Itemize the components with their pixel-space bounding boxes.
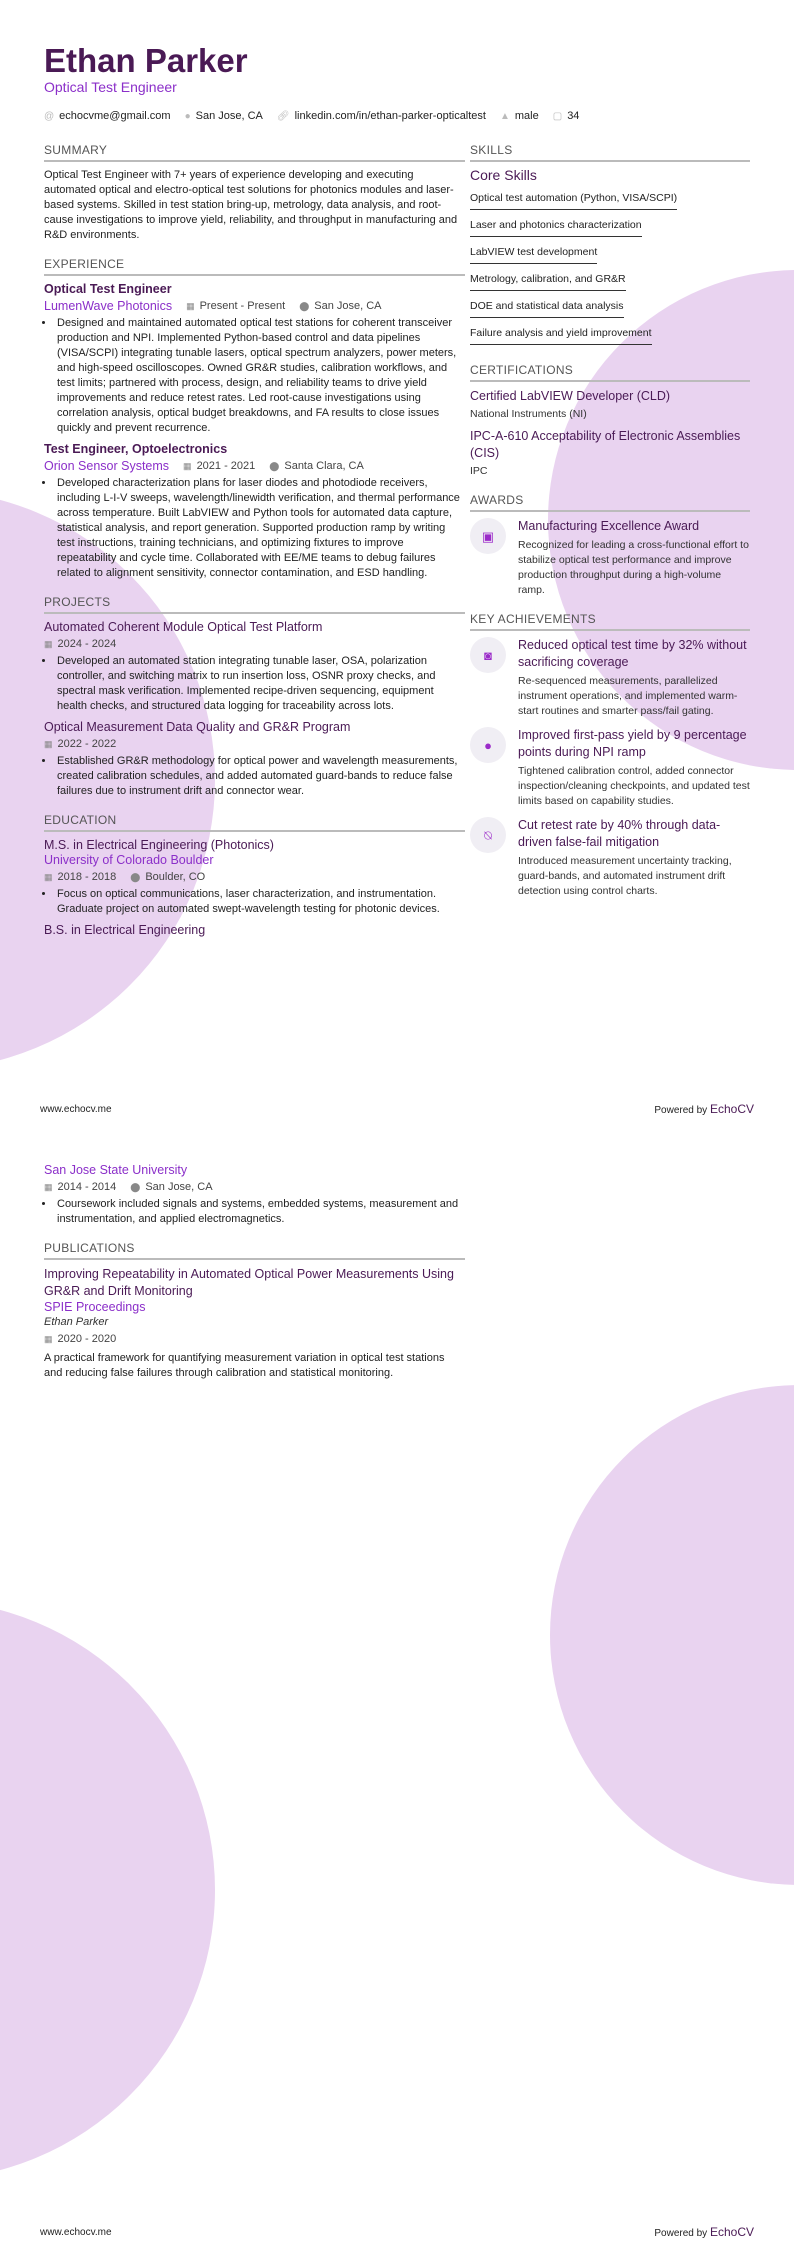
calendar-icon: ▢ <box>552 111 563 122</box>
publication-dates: 2020 - 2020 <box>57 1333 117 1345</box>
section-heading: PUBLICATIONS <box>44 1241 465 1260</box>
education-section <box>44 813 465 938</box>
publication-title: Improving Repeatability in Automated Optical Power Measurements Using GR&R and Drift Monitoring <box>44 1267 454 1298</box>
right-column <box>470 143 750 913</box>
skills-section <box>470 143 750 349</box>
education-bullet: • Coursework included signals and systems, embedded systems, measurement and instrumentation, and applied electromagnetics. <box>55 1197 465 1227</box>
achievement-description: Tightened calibration control, added connector inspection/cleaning checkpoints, and updated test limits based on capability studies. <box>518 765 750 807</box>
company-name: Orion Sensor Systems <box>44 459 170 473</box>
section-heading: EXPERIENCE <box>44 257 465 276</box>
powered-by: Powered by EchoCV <box>654 2225 754 2239</box>
calendar-icon: ▦ <box>186 301 195 311</box>
education-bullet: • Focus on optical communications, laser characterization, and instrumentation. Graduate project on automated swept-wavelength testing for photonic devices. <box>55 887 465 917</box>
publication-authors: Ethan Parker <box>44 1316 109 1328</box>
achievement-title: Reduced optical test time by 32% without sacrificing coverage <box>518 638 747 669</box>
location-pin-icon: ⬤ <box>269 461 280 471</box>
section-heading: SUMMARY <box>44 143 465 162</box>
at-icon: @ <box>44 111 55 122</box>
chat-bubble-icon: ● <box>470 727 506 763</box>
job-dates: 2021 - 2021 <box>196 460 256 472</box>
job-dates: Present - Present <box>199 300 286 312</box>
project-item <box>44 620 465 714</box>
degree: M.S. in Electrical Engineering (Photonics) <box>44 838 274 852</box>
project-bullet: • Developed an automated station integrating tunable laser, OSA, polarization controller, and switching matrix to run insertion loss, OSNR proxy checks, and spectral mask verification. Implemented recipe-driven sequencing, equipment health checks, and structured data logging for traceability across lots. <box>55 654 465 714</box>
contact-email[interactable]: @ echocvme@gmail.com <box>44 110 171 122</box>
calendar-icon: ▦ <box>44 739 53 749</box>
section-heading: SKILLS <box>470 143 750 162</box>
publication-venue: SPIE Proceedings <box>44 1300 146 1314</box>
job-title: Test Engineer, Optoelectronics <box>44 442 228 456</box>
project-dates: 2022 - 2022 <box>57 738 117 750</box>
contact-bar <box>44 109 579 124</box>
project-title: Automated Coherent Module Optical Test Platform <box>44 620 323 634</box>
achievement-description: Introduced measurement uncertainty tracking, guard-bands, and automated instrument drift detection using control charts. <box>518 855 732 897</box>
achievement-item <box>470 727 750 809</box>
contact-gender: ▲ male <box>499 110 539 122</box>
skill-item: DOE and statistical data analysis <box>470 295 624 318</box>
section-heading: PROJECTS <box>44 595 465 614</box>
skill-group-title: Core Skills <box>470 167 537 183</box>
certifications-section <box>470 363 750 479</box>
education-item <box>44 838 465 917</box>
brand-logo: EchoCV <box>709 1102 754 1116</box>
certification-name: Certified LabVIEW Developer (CLD) <box>470 389 671 403</box>
project-title: Optical Measurement Data Quality and GR&R Program <box>44 720 351 734</box>
job-location: San Jose, CA <box>314 300 382 312</box>
achievement-description: Re-sequenced measurements, parallelized instrument operations, and implemented warm-start routines and smarter pass/fail gating. <box>518 675 738 717</box>
certification-name: IPC-A-610 Acceptability of Electronic Assemblies (CIS) <box>470 429 741 460</box>
calendar-icon: ▦ <box>44 639 53 649</box>
projects-section <box>44 595 465 799</box>
award-description: Recognized for leading a cross-functional effort to stabilize optical test performance and improve production throughput during a high-volume ramp. <box>518 539 749 596</box>
skill-item: Laser and photonics characterization <box>470 214 642 237</box>
archive-icon: ▣ <box>470 518 506 554</box>
contact-linkedin[interactable]: 🔗︎ linkedin.com/in/ethan-parker-opticaltest <box>276 110 486 122</box>
achievement-item <box>470 637 750 719</box>
page-footer <box>40 2225 754 2241</box>
section-heading: KEY ACHIEVEMENTS <box>470 612 750 631</box>
degree: B.S. in Electrical Engineering <box>44 923 206 937</box>
project-bullet: • Established GR&R methodology for optical power and wavelength measurements, created calibration schedules, and added automated guard-bands to reduce false failures due to instrument drift and connector wear. <box>55 754 465 799</box>
achievement-title: Cut retest rate by 40% through data-driven false-fail mitigation <box>518 818 721 849</box>
certification-issuer: National Instruments (NI) <box>470 408 587 420</box>
calendar-icon: ▦ <box>44 1334 53 1344</box>
brand-logo: EchoCV <box>709 2225 754 2239</box>
job-bullet: • Designed and maintained automated optical test stations for coherent transceiver production and NPI. Implemented Python-based control and data pipelines (VISA/SCPI) integrating tunable lasers, optical spectrum analyzers, power meters, and high-speed oscilloscopes. Owned GR&R studies, calibration workflows, and test limits; partnered with process, design, and reliability teams to drive yield improvements and reduce retest rates. Led root-cause investigations using correlation analysis, optical budget breakdowns, and FA results to close issues quickly and prevent recurrence. <box>55 316 465 436</box>
section-heading: AWARDS <box>470 493 750 512</box>
publications-section <box>44 1241 465 1381</box>
left-column-continued <box>44 1163 465 1395</box>
skill-item: LabVIEW test development <box>470 241 597 264</box>
person-icon: ▲ <box>499 111 510 122</box>
education-dates: 2018 - 2018 <box>57 871 117 883</box>
school-name: University of Colorado Boulder <box>44 853 214 867</box>
candidate-name: Ethan Parker <box>44 42 248 79</box>
powered-by: Powered by EchoCV <box>654 1102 754 1116</box>
award-item <box>470 518 750 598</box>
education-location: Boulder, CO <box>145 871 206 883</box>
location-pin-icon: ⬤ <box>130 872 141 882</box>
education-item-continued <box>44 1163 465 1227</box>
resume-page-2 <box>0 1123 794 2246</box>
award-title: Manufacturing Excellence Award <box>518 519 700 533</box>
page-footer <box>40 1102 754 1118</box>
section-heading: EDUCATION <box>44 813 465 832</box>
calendar-icon: ▦ <box>44 872 53 882</box>
education-dates: 2014 - 2014 <box>57 1181 117 1193</box>
job-bullet: • Developed characterization plans for laser diodes and photodiode receivers, including L-I-V sweeps, wavelength/linewidth verification, and thermal performance across temperature. Built LabVIEW and Python tools for automated data capture, statistical analysis, and report generation. Supported production ramp by writing test instructions, training technicians, and optimizing fixtures to improve repeatability and cycle time. Collaborated with EE/ME teams to debug failures related to alignment sensitivity, connector contamination, and ESD handling. <box>55 476 465 581</box>
section-heading: CERTIFICATIONS <box>470 363 750 382</box>
decor-circle <box>0 1600 215 2180</box>
candidate-title: Optical Test Engineer <box>44 79 177 95</box>
project-dates: 2024 - 2024 <box>57 638 117 650</box>
skill-item: Failure analysis and yield improvement <box>470 322 652 345</box>
camera-icon: ◙ <box>470 637 506 673</box>
experience-item <box>44 442 465 581</box>
calendar-icon: ▦ <box>183 461 192 471</box>
job-title: Optical Test Engineer <box>44 282 172 296</box>
bell-off-icon: ⍉ <box>470 817 506 853</box>
left-column <box>44 143 465 952</box>
location-pin-icon: ⬤ <box>299 301 310 311</box>
location-pin-icon: ● <box>184 111 191 122</box>
achievements-section <box>470 612 750 899</box>
skill-item: Metrology, calibration, and GR&R <box>470 268 626 291</box>
job-location: Santa Clara, CA <box>284 460 364 472</box>
experience-section <box>44 257 465 581</box>
contact-location: ● San Jose, CA <box>184 110 263 122</box>
awards-section <box>470 493 750 598</box>
summary-section <box>44 143 465 243</box>
contact-age: ▢ 34 <box>552 110 580 122</box>
achievement-item <box>470 817 750 899</box>
achievement-title: Improved first-pass yield by 9 percentage points during NPI ramp <box>518 728 747 759</box>
skill-item: Optical test automation (Python, VISA/SCPI) <box>470 187 677 210</box>
link-icon: 🔗︎ <box>276 111 290 122</box>
footer-site-link[interactable]: www.echocv.me <box>40 1104 112 1115</box>
footer-site-link[interactable]: www.echocv.me <box>40 2227 112 2238</box>
calendar-icon: ▦ <box>44 1182 53 1192</box>
certification-issuer: IPC <box>470 465 488 477</box>
school-name: San Jose State University <box>44 1163 188 1177</box>
company-name: LumenWave Photonics <box>44 299 173 313</box>
publication-description: A practical framework for quantifying measurement variation in optical test stations and reducing false failures through calibration and statistical monitoring. <box>44 1352 445 1379</box>
summary-text: Optical Test Engineer with 7+ years of experience developing and executing automated optical and electro-optical test solutions for photonics modules and laser-based systems. Skilled in test station bring-up, metrology, data analysis, and root-cause investigations to improve yield, reliability, and throughput in manufacturing and R&D environments. <box>44 169 458 241</box>
location-pin-icon: ⬤ <box>130 1182 141 1192</box>
education-location: San Jose, CA <box>145 1181 213 1193</box>
project-item <box>44 720 465 799</box>
decor-circle <box>550 1385 794 1885</box>
experience-item <box>44 282 465 436</box>
